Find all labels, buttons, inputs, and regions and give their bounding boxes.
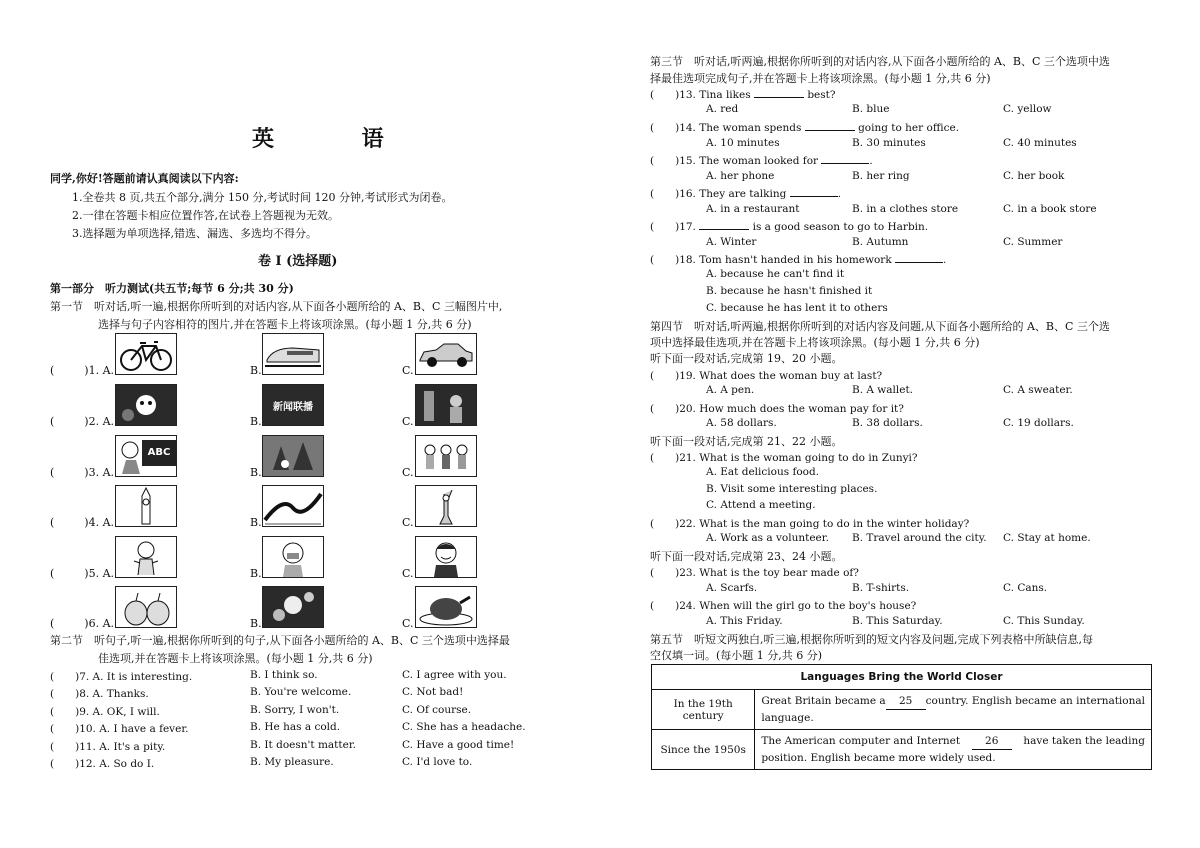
open-paren: ( (50, 617, 55, 630)
right-page (600, 0, 1200, 848)
part1-heading: 第一部分 听力测试(共五节;每节 6 分;共 30 分) (50, 282, 294, 295)
option-b-label: B. (250, 415, 262, 428)
news-caption: 新闻联播 (273, 402, 313, 413)
question-22-option-c[interactable]: C. Stay at home. (1003, 532, 1091, 544)
question-7-option-c[interactable]: C. I agree with you. (402, 669, 507, 681)
section5-instruction-line1: 第五节 听短文两独白,听三遍,根据你所听到的短文内容及问题,完成下列表格中所缺信息,每 (650, 633, 1093, 646)
question-23-option-a[interactable]: A. Scarfs. (706, 582, 758, 594)
question-20-option-c[interactable]: C. 19 dollars. (1003, 417, 1074, 429)
section4-instruction-line2: 项中选择最佳选项,并在答题卡上将该项涂黑。(每小题 1 分,共 6 分) (650, 336, 980, 349)
question-20-option-a[interactable]: A. 58 dollars. (706, 417, 777, 429)
question-18-option-c[interactable]: C. because he has lent it to others (706, 302, 888, 314)
close-paren: ) (84, 516, 89, 529)
option-c-label: C. (402, 364, 414, 377)
question-22-option-b[interactable]: B. Travel around the city. (852, 532, 987, 544)
children-picture[interactable] (415, 435, 477, 477)
question-24-option-a[interactable]: A. This Friday. (706, 615, 783, 627)
option-b-label: B. (250, 617, 262, 630)
section4-instruction-line1: 第四节 听对话,听两遍,根据你所听到的对话内容及问题,从下面各小题所给的 A、B、C 三个选 (650, 320, 1110, 333)
question-number: 5. A. (88, 567, 115, 580)
close-paren: ) (84, 567, 89, 580)
question-8-option-b[interactable]: B. You're welcome. (250, 686, 352, 698)
row-label: In the 19th century (652, 690, 755, 730)
question-21-option-a[interactable]: A. Eat delicious food. (706, 466, 820, 478)
question-13-option-a[interactable]: A. red (706, 103, 739, 115)
great-wall-picture[interactable] (262, 485, 324, 527)
dialogue-1-heading: 听下面一段对话,完成第 19、20 小题。 (650, 352, 843, 365)
close-paren: ) (84, 466, 89, 479)
table-title: Languages Bring the World Closer (652, 665, 1152, 690)
cartoon-picture[interactable] (115, 384, 177, 426)
question-23-option-b[interactable]: B. T-shirts. (852, 582, 910, 594)
question-17-option-b[interactable]: B. Autumn (852, 236, 909, 248)
question-3 (50, 466, 114, 479)
question-10-option-c[interactable]: C. She has a headache. (402, 721, 526, 733)
question-19-option-c[interactable]: C. A sweater. (1003, 384, 1073, 396)
statue-of-liberty-picture[interactable] (415, 485, 477, 527)
question-16-option-b[interactable]: B. in a clothes store (852, 203, 959, 215)
question-9-option-b[interactable]: B. Sorry, I won't. (250, 704, 340, 716)
option-b-label: B. (250, 567, 262, 580)
question-13-option-c[interactable]: C. yellow (1003, 103, 1052, 115)
question-23-stem: ( )23. What is the toy bear made of? (650, 567, 859, 579)
train-picture[interactable] (262, 333, 324, 375)
section3-instruction-line2: 择最佳选项完成句子,并在答题卡上将该项涂黑。(每小题 1 分,共 6 分) (650, 72, 991, 85)
open-paren: ( (50, 567, 55, 580)
languages-table (651, 664, 1152, 770)
question-number: 4. A. (88, 516, 115, 529)
question-17-option-a[interactable]: A. Winter (706, 236, 757, 248)
question-12-option-c[interactable]: C. I'd love to. (402, 756, 473, 768)
option-c-label: C. (402, 516, 414, 529)
open-paren: ( (50, 516, 55, 529)
question-18-stem: ( )18. Tom hasn't handed in his homework . (650, 254, 947, 266)
question-15-option-a[interactable]: A. her phone (706, 170, 775, 182)
question-1 (50, 364, 114, 377)
question-18-option-b[interactable]: B. because he hasn't finished it (706, 285, 873, 297)
flowers-picture[interactable] (262, 586, 324, 628)
blackboard-picture[interactable] (115, 435, 177, 477)
question-number: 1. A. (88, 364, 115, 377)
question-14-stem: ( )14. The woman spends going to her office. (650, 122, 960, 134)
question-15-option-b[interactable]: B. her ring (852, 170, 910, 182)
question-14-option-b[interactable]: B. 30 minutes (852, 137, 926, 149)
question-number: 3. A. (88, 466, 115, 479)
question-21-stem: ( )21. What is the woman going to do in Zunyi? (650, 452, 918, 464)
question-21-option-b[interactable]: B. Visit some interesting places. (706, 483, 878, 495)
option-c-label: C. (402, 466, 414, 479)
section2-instruction-line1: 第二节 听句子,听一遍,根据你所听到的句子,从下面各小题所给的 A、B、C 三个选项中选择最 (50, 634, 510, 647)
close-paren: ) (84, 364, 89, 377)
close-paren: ) (84, 415, 89, 428)
row-content: Great Britain became a 25 country. English became an international language. (755, 690, 1152, 730)
question-17-stem: ( )17. is a good season to go to Harbin. (650, 221, 929, 233)
table-row (652, 730, 1152, 770)
row-content: The American computer and Internet 26 have taken the leading position. English became more widely used. (755, 730, 1152, 770)
question-8-option-c[interactable]: C. Not bad! (402, 686, 464, 698)
answer-blank (805, 130, 855, 131)
question-7-stem: ( )7. A. It is interesting. (50, 671, 193, 683)
notice-1: 1.全卷共 8 页,共五个部分,满分 150 分,考试时间 120 分钟,考试形式为闭卷。 (72, 191, 453, 204)
section5-instruction-line2: 空仅填一词。(每小题 1 分,共 6 分) (650, 649, 823, 662)
question-4 (50, 516, 114, 529)
question-13-stem: ( )13. Tina likes best? (650, 89, 836, 101)
news-program-picture[interactable] (262, 384, 324, 426)
option-b-label: B. (250, 364, 262, 377)
question-16-stem: ( )16. They are talking . (650, 188, 842, 200)
open-paren: ( (50, 415, 55, 428)
sick-boy-picture[interactable] (262, 536, 324, 578)
option-c-label: C. (402, 415, 414, 428)
question-16-option-a[interactable]: A. in a restaurant (706, 203, 800, 215)
notice-2: 2.一律在答题卡相应位置作答,在试卷上答题视为无效。 (72, 209, 339, 222)
answer-blank (821, 163, 869, 164)
scene-picture[interactable] (415, 384, 477, 426)
forest-picture[interactable] (262, 435, 324, 477)
question-24-option-c[interactable]: C. This Sunday. (1003, 615, 1085, 627)
question-18-option-a[interactable]: A. because he can't find it (706, 268, 845, 280)
question-12-option-b[interactable]: B. My pleasure. (250, 756, 334, 768)
row-content-line2: language. (761, 712, 814, 724)
question-13-option-b[interactable]: B. blue (852, 103, 890, 115)
question-11-stem: ( )11. A. It's a pity. (50, 741, 166, 753)
answer-blank (754, 97, 804, 98)
question-22-stem: ( )22. What is the man going to do in the winter holiday? (650, 518, 970, 530)
answer-blank (790, 196, 838, 197)
dialogue-3-heading: 听下面一段对话,完成第 23、24 小题。 (650, 550, 843, 563)
question-22-option-a[interactable]: A. Work as a volunteer. (706, 532, 829, 544)
exam-title: 英 语 (252, 126, 424, 152)
open-paren: ( (50, 364, 55, 377)
row-content-line2: position. English became more widely used. (761, 752, 996, 764)
question-11-option-c[interactable]: C. Have a good time! (402, 739, 515, 751)
question-5 (50, 567, 114, 580)
dialogue-2-heading: 听下面一段对话,完成第 21、22 小题。 (650, 435, 843, 448)
notice-3: 3.选择题为单项选择,错选、漏选、多选均不得分。 (72, 227, 317, 240)
question-23-option-c[interactable]: C. Cans. (1003, 582, 1048, 594)
big-ben-picture[interactable] (115, 485, 177, 527)
question-15-stem: ( )15. The woman looked for . (650, 155, 873, 167)
option-b-label: B. (250, 516, 262, 529)
question-14-option-c[interactable]: C. 40 minutes (1003, 137, 1077, 149)
question-2 (50, 415, 114, 428)
question-24-stem: ( )24. When will the girl go to the boy's house? (650, 600, 917, 612)
answer-blank (895, 262, 943, 263)
question-19-option-b[interactable]: B. A wallet. (852, 384, 914, 396)
notice-heading: 同学,你好!答题前请认真阅读以下内容: (50, 172, 239, 185)
section2-instruction-line2: 佳选项,并在答题卡上将该项涂黑。(每小题 1 分,共 6 分) (98, 652, 373, 665)
question-number: 6. A. (88, 617, 115, 630)
question-number: 2. A. (88, 415, 115, 428)
question-12-stem: ( )12. A. So do I. (50, 758, 155, 770)
open-paren: ( (50, 466, 55, 479)
table-row (652, 690, 1152, 730)
option-c-label: C. (402, 617, 414, 630)
question-17-option-c[interactable]: C. Summer (1003, 236, 1063, 248)
question-7-option-b[interactable]: B. I think so. (250, 669, 318, 681)
answer-blank (699, 229, 749, 230)
option-b-label: B. (250, 466, 262, 479)
question-21-option-c[interactable]: C. Attend a meeting. (706, 499, 816, 511)
question-6 (50, 617, 114, 630)
question-15-option-c[interactable]: C. her book (1003, 170, 1065, 182)
question-20-stem: ( )20. How much does the woman pay for it? (650, 403, 904, 415)
question-19-option-a[interactable]: A. A pen. (706, 384, 755, 396)
question-14-option-a[interactable]: A. 10 minutes (706, 137, 780, 149)
bicycle-picture[interactable] (115, 333, 177, 375)
question-11-option-b[interactable]: B. It doesn't matter. (250, 739, 357, 751)
row-label: Since the 1950s (652, 730, 755, 770)
section1-instruction-line2: 选择与句子内容相符的图片,并在答题卡上将该项涂黑。(每小题 1 分,共 6 分) (98, 318, 472, 331)
question-10-option-b[interactable]: B. He has a cold. (250, 721, 341, 733)
roast-chicken-picture[interactable] (415, 586, 477, 628)
question-19-stem: ( )19. What does the woman buy at last? (650, 370, 883, 382)
question-10-stem: ( )10. A. I have a fever. (50, 723, 189, 735)
boy-picture[interactable] (115, 536, 177, 578)
question-9-stem: ( )9. A. OK, I will. (50, 706, 160, 718)
question-16-option-c[interactable]: C. in a book store (1003, 203, 1097, 215)
section1-instruction-line1: 第一节 听对话,听一遍,根据你所听到的对话内容,从下面各小题所给的 A、B、C 三幅图片中, (50, 300, 503, 313)
option-c-label: C. (402, 567, 414, 580)
question-20-option-b[interactable]: B. 38 dollars. (852, 417, 923, 429)
question-24-option-b[interactable]: B. This Saturday. (852, 615, 943, 627)
pears-picture[interactable] (115, 586, 177, 628)
section3-instruction-line1: 第三节 听对话,听两遍,根据你所听到的对话内容,从下面各小题所给的 A、B、C 三个选项中选 (650, 55, 1110, 68)
question-8-stem: ( )8. A. Thanks. (50, 688, 149, 700)
blackboard-text: ABC (142, 440, 176, 466)
question-9-option-c[interactable]: C. Of course. (402, 704, 472, 716)
smiling-boy-picture[interactable] (415, 536, 477, 578)
blank-number[interactable]: 26 (972, 733, 1012, 750)
volume-heading: 卷 I (选择题) (258, 254, 338, 269)
close-paren: ) (84, 617, 89, 630)
blank-number[interactable]: 25 (886, 693, 926, 710)
car-picture[interactable] (415, 333, 477, 375)
